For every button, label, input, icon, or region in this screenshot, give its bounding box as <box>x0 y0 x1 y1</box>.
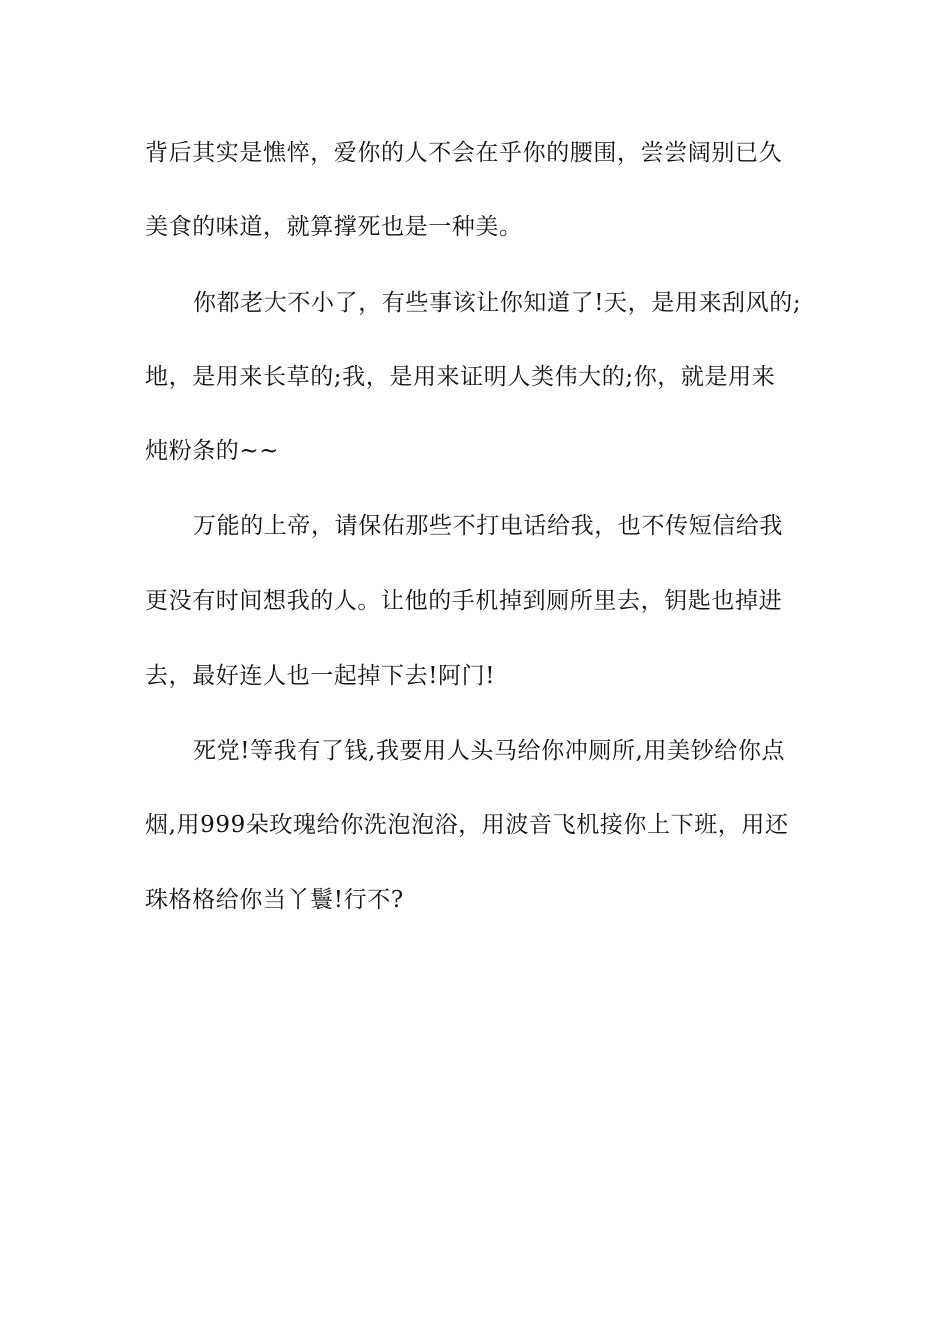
text-line: 炖粉条的~~ <box>145 438 280 464</box>
text-line: 更没有时间想我的人。让他的手机掉到厕所里去，钥匙也掉进 <box>145 588 783 614</box>
text-line: 去，最好连人也一起掉下去!阿门! <box>145 663 496 689</box>
text-line: 美食的味道，就算撑死也是一种美。 <box>145 214 523 240</box>
text-line: 烟,用999朵玫瑰给你洗泡泡浴，用波音飞机接你上下班，用还 <box>145 812 789 838</box>
text-line: 珠格格给你当丫鬟!行不? <box>145 887 404 913</box>
text-line: 背后其实是憔悴，爱你的人不会在乎你的腰围，尝尝阔别已久 <box>145 140 783 166</box>
text-line: 地，是用来长草的;我，是用来证明人类伟大的;你，就是用来 <box>145 364 776 390</box>
paragraph-start-line: 万能的上帝，请保佑那些不打电话给我，也不传短信给我 <box>193 513 783 539</box>
paragraph-start-line: 死党!等我有了钱,我要用人头马给你冲厕所,用美钞给你点 <box>193 738 786 764</box>
paragraph-start-line: 你都老大不小了，有些事该让你知道了!天，是用来刮风的; <box>193 290 802 316</box>
